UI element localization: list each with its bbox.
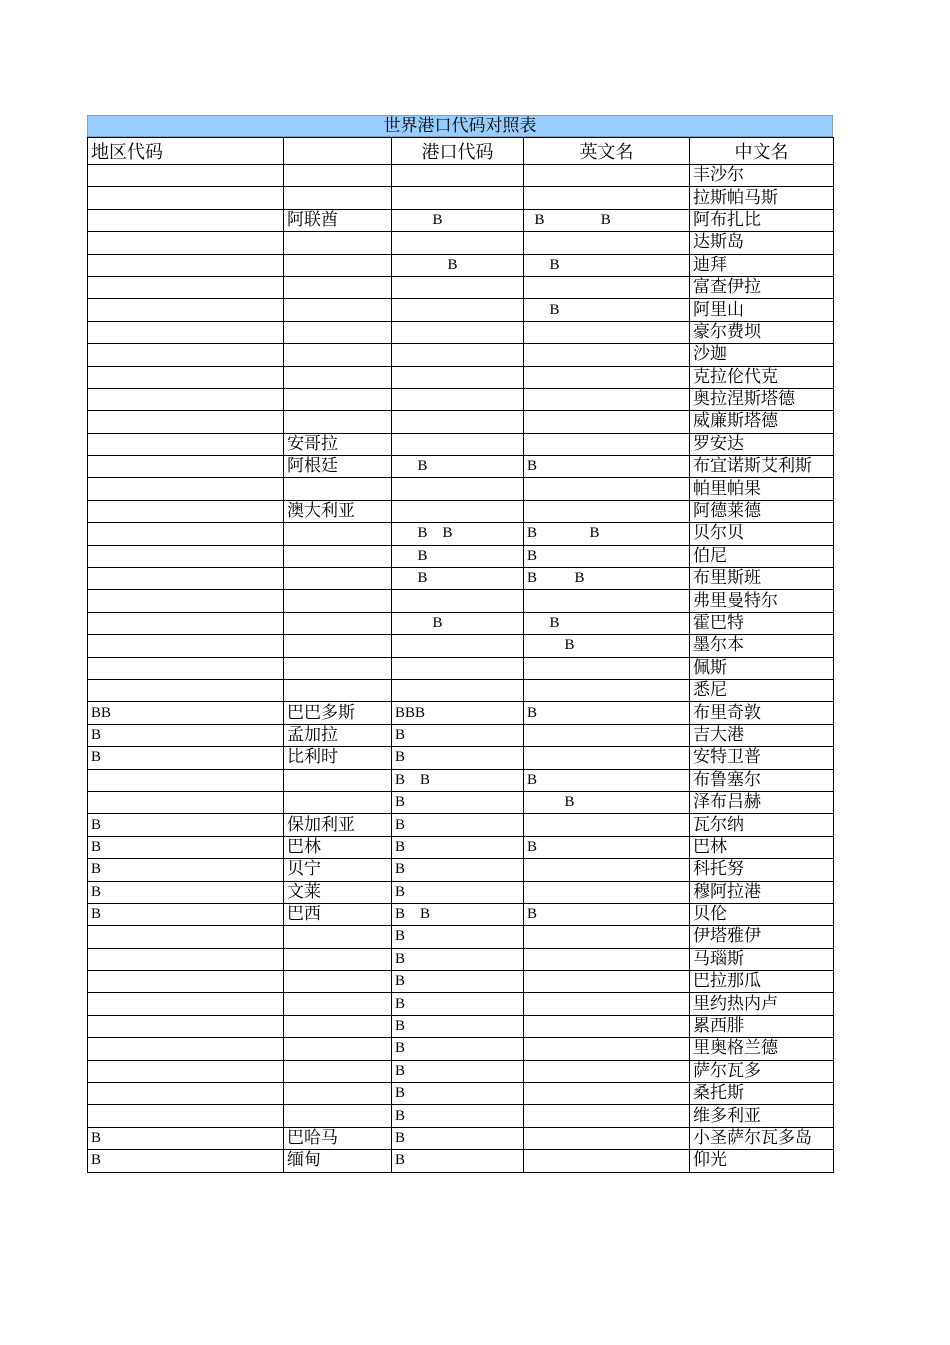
country-cell[interactable] [284, 1083, 392, 1105]
header-chinese-name: 中文名 [690, 138, 834, 165]
table-row[interactable] [88, 165, 834, 187]
english-name-cell[interactable]: B [524, 254, 690, 276]
english-name-cell[interactable]: B B [524, 523, 690, 545]
english-name-cell[interactable] [524, 859, 690, 881]
chinese-name-cell[interactable]: 安特卫普 [690, 747, 834, 769]
port-code-cell[interactable] [392, 344, 524, 366]
table-row[interactable] [88, 1083, 834, 1105]
chinese-name-cell[interactable]: 悉尼 [690, 679, 834, 701]
table-row[interactable] [88, 1150, 834, 1172]
country-cell[interactable]: 贝宁 [284, 859, 392, 881]
region-code-cell[interactable]: B [88, 1127, 284, 1149]
chinese-name-cell[interactable]: 富查伊拉 [690, 276, 834, 298]
region-code-cell[interactable]: B [88, 836, 284, 858]
english-name-cell[interactable]: B [524, 456, 690, 478]
region-code-cell[interactable] [88, 254, 284, 276]
port-code-cell[interactable]: B B [392, 903, 524, 925]
table-row[interactable] [88, 366, 834, 388]
region-code-cell[interactable] [88, 276, 284, 298]
country-cell[interactable]: 比利时 [284, 747, 392, 769]
region-code-cell[interactable]: BB [88, 702, 284, 724]
header-country [284, 138, 392, 165]
region-code-cell[interactable] [88, 411, 284, 433]
country-cell[interactable] [284, 254, 392, 276]
table-row[interactable] [88, 1060, 834, 1082]
chinese-name-cell[interactable]: 萨尔瓦多 [690, 1060, 834, 1082]
chinese-name-cell[interactable]: 巴林 [690, 836, 834, 858]
chinese-name-cell[interactable]: 霍巴特 [690, 612, 834, 634]
table-row[interactable] [88, 881, 834, 903]
english-name-cell[interactable] [524, 747, 690, 769]
port-code-cell[interactable]: B B [392, 769, 524, 791]
country-cell[interactable] [284, 926, 392, 948]
english-name-cell[interactable] [524, 1105, 690, 1127]
country-cell[interactable] [284, 187, 392, 209]
country-cell[interactable] [284, 612, 392, 634]
english-name-cell[interactable] [524, 1150, 690, 1172]
port-code-cell[interactable] [392, 187, 524, 209]
chinese-name-cell[interactable]: 布里奇敦 [690, 702, 834, 724]
region-code-cell[interactable] [88, 791, 284, 813]
port-code-cell[interactable]: B [392, 545, 524, 567]
english-name-cell[interactable] [524, 1038, 690, 1060]
port-code-cell[interactable]: B [392, 456, 524, 478]
region-code-cell[interactable] [88, 187, 284, 209]
country-cell[interactable]: 保加利亚 [284, 814, 392, 836]
country-cell[interactable] [284, 1060, 392, 1082]
chinese-name-cell[interactable]: 阿德莱德 [690, 500, 834, 522]
english-name-cell[interactable] [524, 276, 690, 298]
region-code-cell[interactable] [88, 1060, 284, 1082]
region-code-cell[interactable] [88, 299, 284, 321]
country-cell[interactable] [284, 769, 392, 791]
country-cell[interactable] [284, 388, 392, 410]
english-name-cell[interactable] [524, 321, 690, 343]
country-cell[interactable]: 阿联酋 [284, 209, 392, 231]
region-code-cell[interactable]: B [88, 881, 284, 903]
english-name-cell[interactable] [524, 165, 690, 187]
region-code-cell[interactable] [88, 657, 284, 679]
region-code-cell[interactable]: B [88, 814, 284, 836]
table-row[interactable] [88, 456, 834, 478]
country-cell[interactable] [284, 657, 392, 679]
english-name-cell[interactable] [524, 478, 690, 500]
table-row[interactable] [88, 791, 834, 813]
country-cell[interactable] [284, 635, 392, 657]
chinese-name-cell[interactable]: 奥拉涅斯塔德 [690, 388, 834, 410]
region-code-cell[interactable] [88, 433, 284, 455]
port-code-cell[interactable]: B [392, 1127, 524, 1149]
port-code-cell[interactable]: B [392, 791, 524, 813]
country-cell[interactable] [284, 679, 392, 701]
chinese-name-cell[interactable]: 仰光 [690, 1150, 834, 1172]
chinese-name-cell[interactable]: 桑托斯 [690, 1083, 834, 1105]
chinese-name-cell[interactable]: 贝伦 [690, 903, 834, 925]
table-row[interactable] [88, 209, 834, 231]
chinese-name-cell[interactable]: 泽布吕赫 [690, 791, 834, 813]
chinese-name-cell[interactable]: 帕里帕果 [690, 478, 834, 500]
region-code-cell[interactable]: B [88, 724, 284, 746]
region-code-cell[interactable]: B [88, 903, 284, 925]
english-name-cell[interactable]: B B [524, 568, 690, 590]
port-code-sheet [87, 115, 833, 1173]
chinese-name-cell[interactable]: 墨尔本 [690, 635, 834, 657]
port-code-cell[interactable]: B [392, 836, 524, 858]
region-code-cell[interactable] [88, 478, 284, 500]
english-name-cell[interactable]: B [524, 299, 690, 321]
table-row[interactable] [88, 344, 834, 366]
port-code-cell[interactable]: B [392, 881, 524, 903]
region-code-cell[interactable] [88, 523, 284, 545]
chinese-name-cell[interactable]: 马瑙斯 [690, 948, 834, 970]
country-cell[interactable] [284, 993, 392, 1015]
chinese-name-cell[interactable]: 弗里曼特尔 [690, 590, 834, 612]
region-code-cell[interactable] [88, 545, 284, 567]
chinese-name-cell[interactable]: 里约热内卢 [690, 993, 834, 1015]
chinese-name-cell[interactable]: 科托努 [690, 859, 834, 881]
english-name-cell[interactable] [524, 679, 690, 701]
english-name-cell[interactable]: B [524, 635, 690, 657]
port-code-cell[interactable]: B [392, 612, 524, 634]
english-name-cell[interactable] [524, 724, 690, 746]
table-row[interactable] [88, 1127, 834, 1149]
chinese-name-cell[interactable]: 达斯岛 [690, 232, 834, 254]
port-code-cell[interactable] [392, 411, 524, 433]
country-cell[interactable] [284, 791, 392, 813]
english-name-cell[interactable] [524, 948, 690, 970]
chinese-name-cell[interactable]: 维多利亚 [690, 1105, 834, 1127]
table-row[interactable] [88, 590, 834, 612]
region-code-cell[interactable] [88, 1105, 284, 1127]
country-cell[interactable]: 巴林 [284, 836, 392, 858]
region-code-cell[interactable] [88, 769, 284, 791]
english-name-cell[interactable] [524, 881, 690, 903]
port-code-cell[interactable]: B [392, 1105, 524, 1127]
chinese-name-cell[interactable]: 沙迦 [690, 344, 834, 366]
country-cell[interactable]: 巴西 [284, 903, 392, 925]
region-code-cell[interactable] [88, 635, 284, 657]
chinese-name-cell[interactable]: 布宜诺斯艾利斯 [690, 456, 834, 478]
table-row[interactable] [88, 321, 834, 343]
chinese-name-cell[interactable]: 佩斯 [690, 657, 834, 679]
table-row[interactable] [88, 545, 834, 567]
port-code-cell[interactable] [392, 657, 524, 679]
country-cell[interactable]: 缅甸 [284, 1150, 392, 1172]
port-code-cell[interactable]: B [392, 993, 524, 1015]
region-code-cell[interactable] [88, 612, 284, 634]
country-cell[interactable] [284, 590, 392, 612]
chinese-name-cell[interactable]: 豪尔费坝 [690, 321, 834, 343]
english-name-cell[interactable]: B [524, 903, 690, 925]
chinese-name-cell[interactable]: 累西腓 [690, 1015, 834, 1037]
chinese-name-cell[interactable]: 布鲁塞尔 [690, 769, 834, 791]
chinese-name-cell[interactable]: 阿布扎比 [690, 209, 834, 231]
port-code-cell[interactable] [392, 500, 524, 522]
port-code-cell[interactable]: B [392, 209, 524, 231]
chinese-name-cell[interactable]: 巴拉那瓜 [690, 971, 834, 993]
country-cell[interactable] [284, 523, 392, 545]
region-code-cell[interactable]: B [88, 859, 284, 881]
chinese-name-cell[interactable]: 阿里山 [690, 299, 834, 321]
english-name-cell[interactable]: B [524, 791, 690, 813]
table-row[interactable] [88, 702, 834, 724]
table-row[interactable] [88, 1105, 834, 1127]
english-name-cell[interactable] [524, 344, 690, 366]
region-code-cell[interactable] [88, 500, 284, 522]
country-cell[interactable] [284, 321, 392, 343]
table-row[interactable] [88, 903, 834, 925]
port-code-cell[interactable]: B [392, 948, 524, 970]
english-name-cell[interactable] [524, 971, 690, 993]
table-row[interactable] [88, 971, 834, 993]
table-row[interactable] [88, 993, 834, 1015]
country-cell[interactable] [284, 971, 392, 993]
english-name-cell[interactable] [524, 433, 690, 455]
region-code-cell[interactable] [88, 1083, 284, 1105]
table-row[interactable] [88, 1015, 834, 1037]
port-code-cell[interactable]: B [392, 747, 524, 769]
region-code-cell[interactable] [88, 993, 284, 1015]
header-region-code: 地区代码 [88, 138, 284, 165]
english-name-cell[interactable] [524, 993, 690, 1015]
country-cell[interactable] [284, 478, 392, 500]
chinese-name-cell[interactable]: 拉斯帕马斯 [690, 187, 834, 209]
english-name-cell[interactable] [524, 657, 690, 679]
table-row[interactable] [88, 433, 834, 455]
port-code-cell[interactable]: B [392, 971, 524, 993]
table-row[interactable] [88, 836, 834, 858]
country-cell[interactable] [284, 1105, 392, 1127]
table-row[interactable] [88, 187, 834, 209]
english-name-cell[interactable]: B [524, 769, 690, 791]
region-code-cell[interactable] [88, 1038, 284, 1060]
region-code-cell[interactable] [88, 590, 284, 612]
table-row[interactable] [88, 747, 834, 769]
chinese-name-cell[interactable]: 伯尼 [690, 545, 834, 567]
english-name-cell[interactable] [524, 1015, 690, 1037]
english-name-cell[interactable] [524, 1060, 690, 1082]
port-code-cell[interactable]: B [392, 724, 524, 746]
chinese-name-cell[interactable]: 里奥格兰德 [690, 1038, 834, 1060]
region-code-cell[interactable] [88, 321, 284, 343]
country-cell[interactable]: 巴哈马 [284, 1127, 392, 1149]
table-row[interactable] [88, 769, 834, 791]
port-code-cell[interactable] [392, 478, 524, 500]
english-name-cell[interactable] [524, 366, 690, 388]
country-cell[interactable]: 阿根廷 [284, 456, 392, 478]
country-cell[interactable] [284, 545, 392, 567]
chinese-name-cell[interactable]: 罗安达 [690, 433, 834, 455]
table-row[interactable] [88, 478, 834, 500]
english-name-cell[interactable]: B [524, 545, 690, 567]
table-row[interactable] [88, 568, 834, 590]
table-row[interactable] [88, 276, 834, 298]
table-row[interactable] [88, 1038, 834, 1060]
english-name-cell[interactable]: B [524, 702, 690, 724]
region-code-cell[interactable] [88, 971, 284, 993]
region-code-cell[interactable] [88, 926, 284, 948]
table-row[interactable] [88, 724, 834, 746]
region-code-cell[interactable] [88, 366, 284, 388]
table-row[interactable] [88, 411, 834, 433]
region-code-cell[interactable] [88, 344, 284, 366]
table-row[interactable] [88, 612, 834, 634]
port-code-cell[interactable]: B [392, 926, 524, 948]
table-row[interactable] [88, 388, 834, 410]
country-cell[interactable] [284, 232, 392, 254]
port-code-cell[interactable]: B [392, 568, 524, 590]
table-row[interactable] [88, 948, 834, 970]
english-name-cell[interactable] [524, 926, 690, 948]
port-code-cell[interactable]: B [392, 254, 524, 276]
port-code-cell[interactable] [392, 321, 524, 343]
port-code-cell[interactable] [392, 366, 524, 388]
english-name-cell[interactable]: B [524, 836, 690, 858]
country-cell[interactable]: 孟加拉 [284, 724, 392, 746]
header-port-code: 港口代码 [392, 138, 524, 165]
table-row[interactable] [88, 299, 834, 321]
port-code-cell[interactable] [392, 388, 524, 410]
port-code-cell[interactable]: B [392, 1038, 524, 1060]
region-code-cell[interactable] [88, 456, 284, 478]
english-name-cell[interactable] [524, 232, 690, 254]
table-row[interactable] [88, 500, 834, 522]
country-cell[interactable] [284, 568, 392, 590]
table-row[interactable] [88, 232, 834, 254]
chinese-name-cell[interactable]: 伊塔雅伊 [690, 926, 834, 948]
header-english-name: 英文名 [524, 138, 690, 165]
port-code-cell[interactable] [392, 165, 524, 187]
port-code-cell[interactable]: B [392, 1015, 524, 1037]
port-code-cell[interactable] [392, 635, 524, 657]
chinese-name-cell[interactable]: 穆阿拉港 [690, 881, 834, 903]
english-name-cell[interactable] [524, 590, 690, 612]
region-code-cell[interactable]: B [88, 1150, 284, 1172]
region-code-cell[interactable] [88, 1015, 284, 1037]
country-cell[interactable]: 澳大利亚 [284, 500, 392, 522]
english-name-cell[interactable]: B [524, 612, 690, 634]
port-code-cell[interactable] [392, 679, 524, 701]
port-code-cell[interactable] [392, 433, 524, 455]
port-code-cell[interactable]: BBB [392, 702, 524, 724]
chinese-name-cell[interactable]: 迪拜 [690, 254, 834, 276]
region-code-cell[interactable] [88, 679, 284, 701]
port-code-cell[interactable] [392, 232, 524, 254]
chinese-name-cell[interactable]: 布里斯班 [690, 568, 834, 590]
country-cell[interactable] [284, 366, 392, 388]
country-cell[interactable] [284, 411, 392, 433]
country-cell[interactable] [284, 1015, 392, 1037]
country-cell[interactable] [284, 1038, 392, 1060]
chinese-name-cell[interactable]: 小圣萨尔瓦多岛 [690, 1127, 834, 1149]
table-body [88, 165, 834, 1173]
chinese-name-cell[interactable]: 丰沙尔 [690, 165, 834, 187]
country-cell[interactable]: 巴巴多斯 [284, 702, 392, 724]
english-name-cell[interactable] [524, 500, 690, 522]
english-name-cell[interactable] [524, 411, 690, 433]
chinese-name-cell[interactable]: 克拉伦代克 [690, 366, 834, 388]
english-name-cell[interactable] [524, 1083, 690, 1105]
table-row[interactable] [88, 814, 834, 836]
country-cell[interactable] [284, 948, 392, 970]
english-name-cell[interactable] [524, 388, 690, 410]
country-cell[interactable]: 安哥拉 [284, 433, 392, 455]
country-cell[interactable]: 文莱 [284, 881, 392, 903]
table-row[interactable] [88, 254, 834, 276]
table-row[interactable] [88, 635, 834, 657]
region-code-cell[interactable] [88, 568, 284, 590]
country-cell[interactable] [284, 165, 392, 187]
port-code-cell[interactable]: B [392, 859, 524, 881]
chinese-name-cell[interactable]: 贝尔贝 [690, 523, 834, 545]
port-code-cell[interactable]: B [392, 1150, 524, 1172]
region-code-cell[interactable]: B [88, 747, 284, 769]
country-cell[interactable] [284, 276, 392, 298]
table-row[interactable] [88, 859, 834, 881]
port-code-cell[interactable]: B [392, 814, 524, 836]
region-code-cell[interactable] [88, 165, 284, 187]
port-code-cell[interactable] [392, 276, 524, 298]
region-code-cell[interactable] [88, 948, 284, 970]
port-code-cell[interactable]: B [392, 1083, 524, 1105]
table-row[interactable] [88, 679, 834, 701]
chinese-name-cell[interactable]: 吉大港 [690, 724, 834, 746]
country-cell[interactable] [284, 344, 392, 366]
sheet-title: 世界港口代码对照表 [87, 115, 833, 137]
chinese-name-cell[interactable]: 威廉斯塔德 [690, 411, 834, 433]
table-row[interactable] [88, 523, 834, 545]
port-code-cell[interactable] [392, 299, 524, 321]
port-code-table [87, 137, 834, 1173]
country-cell[interactable] [284, 299, 392, 321]
english-name-cell[interactable] [524, 1127, 690, 1149]
table-row[interactable] [88, 926, 834, 948]
header-row [88, 138, 834, 165]
chinese-name-cell[interactable]: 瓦尔纳 [690, 814, 834, 836]
table-row[interactable] [88, 657, 834, 679]
region-code-cell[interactable] [88, 232, 284, 254]
english-name-cell[interactable]: B B [524, 209, 690, 231]
port-code-cell[interactable] [392, 590, 524, 612]
english-name-cell[interactable] [524, 814, 690, 836]
region-code-cell[interactable] [88, 209, 284, 231]
english-name-cell[interactable] [524, 187, 690, 209]
port-code-cell[interactable]: B [392, 1060, 524, 1082]
port-code-cell[interactable]: B B [392, 523, 524, 545]
region-code-cell[interactable] [88, 388, 284, 410]
